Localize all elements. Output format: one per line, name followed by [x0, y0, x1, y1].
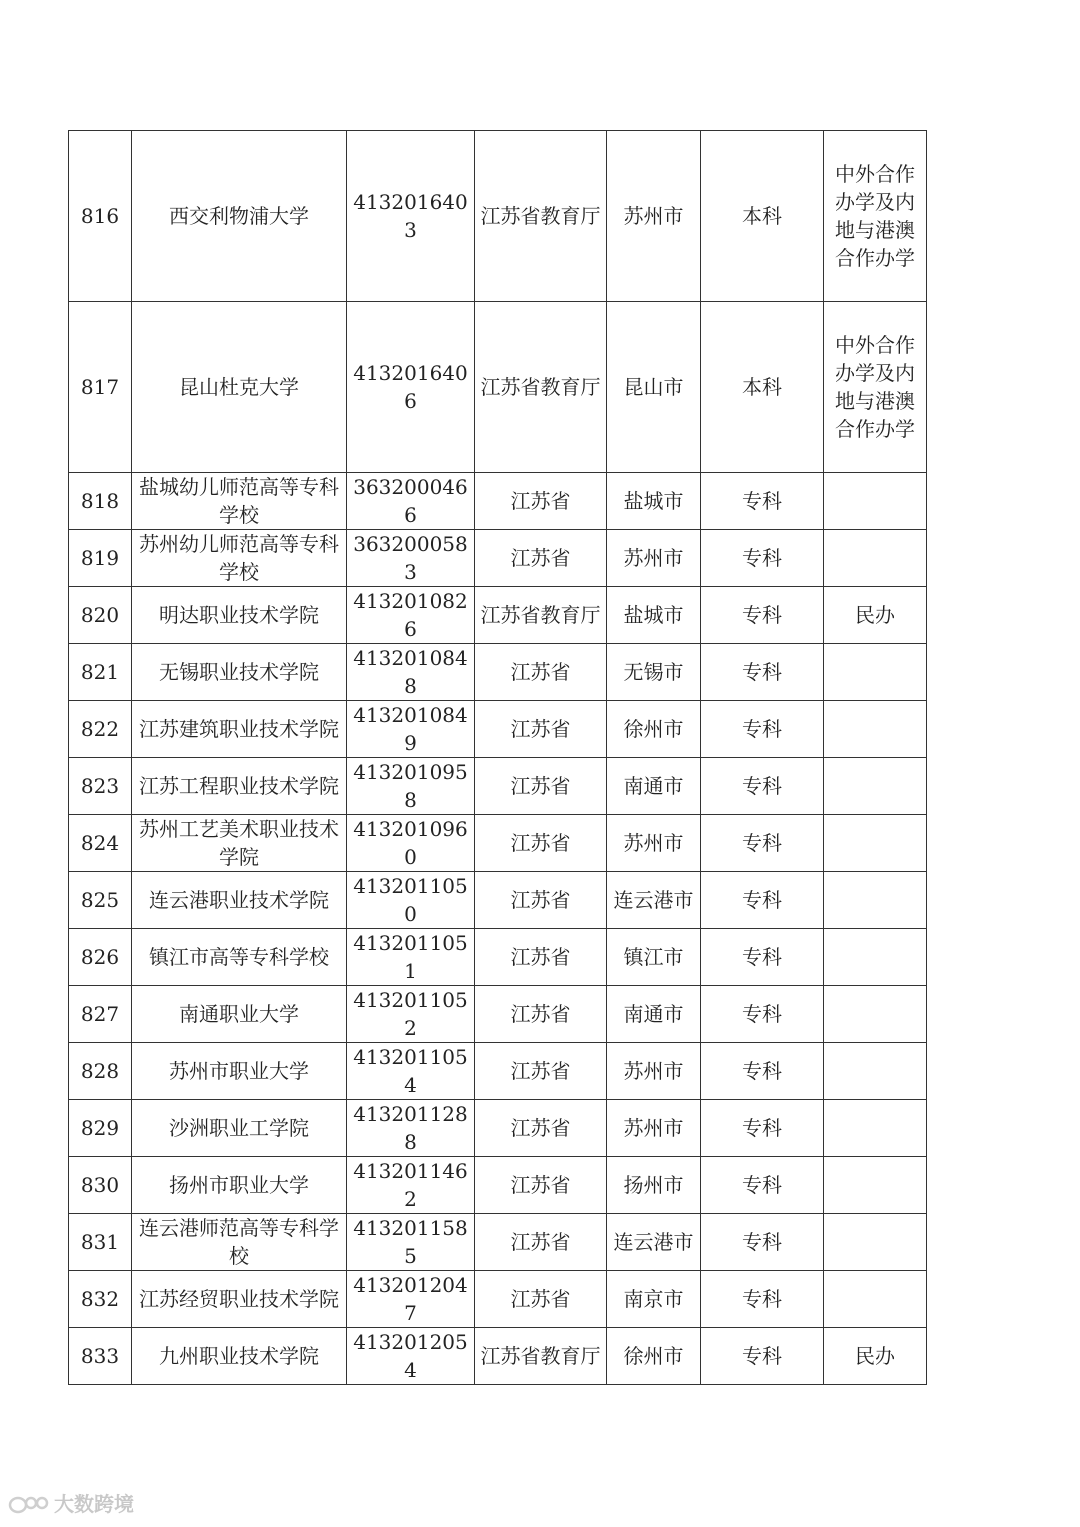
cell-no: 831 — [69, 1214, 132, 1271]
cell-note: 中外合作办学及内地与港澳合作办学 — [824, 302, 927, 473]
cell-code: 4132016403 — [347, 131, 475, 302]
cell-name: 苏州工艺美术职业技术学院 — [132, 815, 347, 872]
cell-code: 4132012047 — [347, 1271, 475, 1328]
cell-note: 民办 — [824, 1328, 927, 1385]
cell-name: 沙洲职业工学院 — [132, 1100, 347, 1157]
cell-level: 专科 — [701, 1043, 824, 1100]
cell-city: 苏州市 — [607, 131, 701, 302]
cell-no: 817 — [69, 302, 132, 473]
cell-name: 南通职业大学 — [132, 986, 347, 1043]
cell-name: 盐城幼儿师范高等专科学校 — [132, 473, 347, 530]
cell-code: 4132011051 — [347, 929, 475, 986]
cell-dept: 江苏省教育厅 — [475, 1328, 607, 1385]
cell-city: 徐州市 — [607, 1328, 701, 1385]
cell-code: 4132010849 — [347, 701, 475, 758]
cell-note — [824, 929, 927, 986]
cell-dept: 江苏省 — [475, 1157, 607, 1214]
cell-level: 专科 — [701, 1271, 824, 1328]
cell-city: 镇江市 — [607, 929, 701, 986]
cell-name: 九州职业技术学院 — [132, 1328, 347, 1385]
cell-note — [824, 644, 927, 701]
cell-no: 822 — [69, 701, 132, 758]
cell-no: 832 — [69, 1271, 132, 1328]
cell-name: 连云港师范高等专科学校 — [132, 1214, 347, 1271]
cell-level: 专科 — [701, 986, 824, 1043]
table-row — [69, 758, 927, 815]
cell-no: 826 — [69, 929, 132, 986]
cell-dept: 江苏省 — [475, 473, 607, 530]
cell-no: 823 — [69, 758, 132, 815]
cell-code: 4132010960 — [347, 815, 475, 872]
institutions-table — [68, 130, 927, 1385]
cell-note — [824, 1100, 927, 1157]
table-row — [69, 1271, 927, 1328]
cell-no: 825 — [69, 872, 132, 929]
cell-dept: 江苏省 — [475, 1100, 607, 1157]
cell-no: 833 — [69, 1328, 132, 1385]
watermark-text: 大数跨境 — [54, 1492, 134, 1516]
cell-name: 苏州市职业大学 — [132, 1043, 347, 1100]
cell-note — [824, 815, 927, 872]
cell-city: 苏州市 — [607, 815, 701, 872]
cell-no: 830 — [69, 1157, 132, 1214]
table-row — [69, 1157, 927, 1214]
cell-note: 中外合作办学及内地与港澳合作办学 — [824, 131, 927, 302]
cell-level: 专科 — [701, 473, 824, 530]
cell-level: 专科 — [701, 872, 824, 929]
table-body — [69, 131, 927, 1385]
cell-city: 南通市 — [607, 758, 701, 815]
cell-name: 苏州幼儿师范高等专科学校 — [132, 530, 347, 587]
cell-city: 徐州市 — [607, 701, 701, 758]
cell-dept: 江苏省 — [475, 986, 607, 1043]
cell-dept: 江苏省 — [475, 1271, 607, 1328]
cell-level: 专科 — [701, 587, 824, 644]
cell-level: 专科 — [701, 701, 824, 758]
table-row — [69, 1328, 927, 1385]
cell-dept: 江苏省 — [475, 929, 607, 986]
cell-code: 4132011462 — [347, 1157, 475, 1214]
cell-dept: 江苏省教育厅 — [475, 131, 607, 302]
cell-level: 专科 — [701, 530, 824, 587]
cell-no: 820 — [69, 587, 132, 644]
table-row — [69, 701, 927, 758]
cell-dept: 江苏省 — [475, 701, 607, 758]
cell-name: 昆山杜克大学 — [132, 302, 347, 473]
table-row — [69, 644, 927, 701]
cell-no: 818 — [69, 473, 132, 530]
cell-no: 816 — [69, 131, 132, 302]
cell-level: 专科 — [701, 1157, 824, 1214]
cell-dept: 江苏省 — [475, 815, 607, 872]
cell-code: 4132012054 — [347, 1328, 475, 1385]
cell-name: 明达职业技术学院 — [132, 587, 347, 644]
cell-note — [824, 986, 927, 1043]
cell-city: 苏州市 — [607, 1100, 701, 1157]
cell-name: 扬州市职业大学 — [132, 1157, 347, 1214]
table-row — [69, 302, 927, 473]
cell-code: 4132011288 — [347, 1100, 475, 1157]
cell-city: 苏州市 — [607, 530, 701, 587]
cell-note — [824, 1214, 927, 1271]
cell-dept: 江苏省 — [475, 872, 607, 929]
cell-code: 4132010826 — [347, 587, 475, 644]
cell-code: 4132010848 — [347, 644, 475, 701]
cell-name: 连云港职业技术学院 — [132, 872, 347, 929]
cell-no: 827 — [69, 986, 132, 1043]
cell-note — [824, 473, 927, 530]
table-row — [69, 986, 927, 1043]
cell-note: 民办 — [824, 587, 927, 644]
cell-note — [824, 701, 927, 758]
cell-dept: 江苏省 — [475, 530, 607, 587]
cell-note — [824, 758, 927, 815]
cell-level: 本科 — [701, 131, 824, 302]
cell-dept: 江苏省教育厅 — [475, 587, 607, 644]
cell-level: 本科 — [701, 302, 824, 473]
table-row — [69, 1214, 927, 1271]
cell-city: 南京市 — [607, 1271, 701, 1328]
cell-code: 3632000583 — [347, 530, 475, 587]
cell-city: 无锡市 — [607, 644, 701, 701]
cell-city: 南通市 — [607, 986, 701, 1043]
cell-no: 821 — [69, 644, 132, 701]
cell-dept: 江苏省 — [475, 1214, 607, 1271]
cell-code: 4132010958 — [347, 758, 475, 815]
cell-city: 昆山市 — [607, 302, 701, 473]
cell-code: 4132011585 — [347, 1214, 475, 1271]
cell-no: 829 — [69, 1100, 132, 1157]
cell-code: 4132016406 — [347, 302, 475, 473]
cell-code: 4132011054 — [347, 1043, 475, 1100]
table-row — [69, 872, 927, 929]
table-row — [69, 1043, 927, 1100]
cell-level: 专科 — [701, 644, 824, 701]
cell-no: 828 — [69, 1043, 132, 1100]
weibo-logo-icon — [8, 1491, 50, 1515]
cell-city: 连云港市 — [607, 1214, 701, 1271]
table-row — [69, 473, 927, 530]
cell-note — [824, 530, 927, 587]
cell-city: 盐城市 — [607, 587, 701, 644]
cell-no: 819 — [69, 530, 132, 587]
cell-dept: 江苏省 — [475, 758, 607, 815]
cell-city: 盐城市 — [607, 473, 701, 530]
cell-level: 专科 — [701, 815, 824, 872]
cell-name: 江苏经贸职业技术学院 — [132, 1271, 347, 1328]
cell-level: 专科 — [701, 1100, 824, 1157]
cell-name: 镇江市高等专科学校 — [132, 929, 347, 986]
table-row — [69, 587, 927, 644]
cell-city: 扬州市 — [607, 1157, 701, 1214]
cell-name: 无锡职业技术学院 — [132, 644, 347, 701]
table-row — [69, 929, 927, 986]
cell-name: 西交利物浦大学 — [132, 131, 347, 302]
cell-code: 4132011050 — [347, 872, 475, 929]
table-row — [69, 815, 927, 872]
cell-city: 苏州市 — [607, 1043, 701, 1100]
cell-level: 专科 — [701, 758, 824, 815]
cell-no: 824 — [69, 815, 132, 872]
cell-dept: 江苏省教育厅 — [475, 302, 607, 473]
cell-city: 连云港市 — [607, 872, 701, 929]
cell-note — [824, 1043, 927, 1100]
cell-name: 江苏工程职业技术学院 — [132, 758, 347, 815]
cell-level: 专科 — [701, 1328, 824, 1385]
cell-name: 江苏建筑职业技术学院 — [132, 701, 347, 758]
watermark — [8, 1488, 134, 1517]
cell-level: 专科 — [701, 1214, 824, 1271]
cell-dept: 江苏省 — [475, 1043, 607, 1100]
cell-code: 3632000466 — [347, 473, 475, 530]
table-row — [69, 1100, 927, 1157]
cell-note — [824, 872, 927, 929]
cell-dept: 江苏省 — [475, 644, 607, 701]
cell-code: 4132011052 — [347, 986, 475, 1043]
table-row — [69, 530, 927, 587]
cell-note — [824, 1271, 927, 1328]
cell-note — [824, 1157, 927, 1214]
cell-level: 专科 — [701, 929, 824, 986]
table-row — [69, 131, 927, 302]
